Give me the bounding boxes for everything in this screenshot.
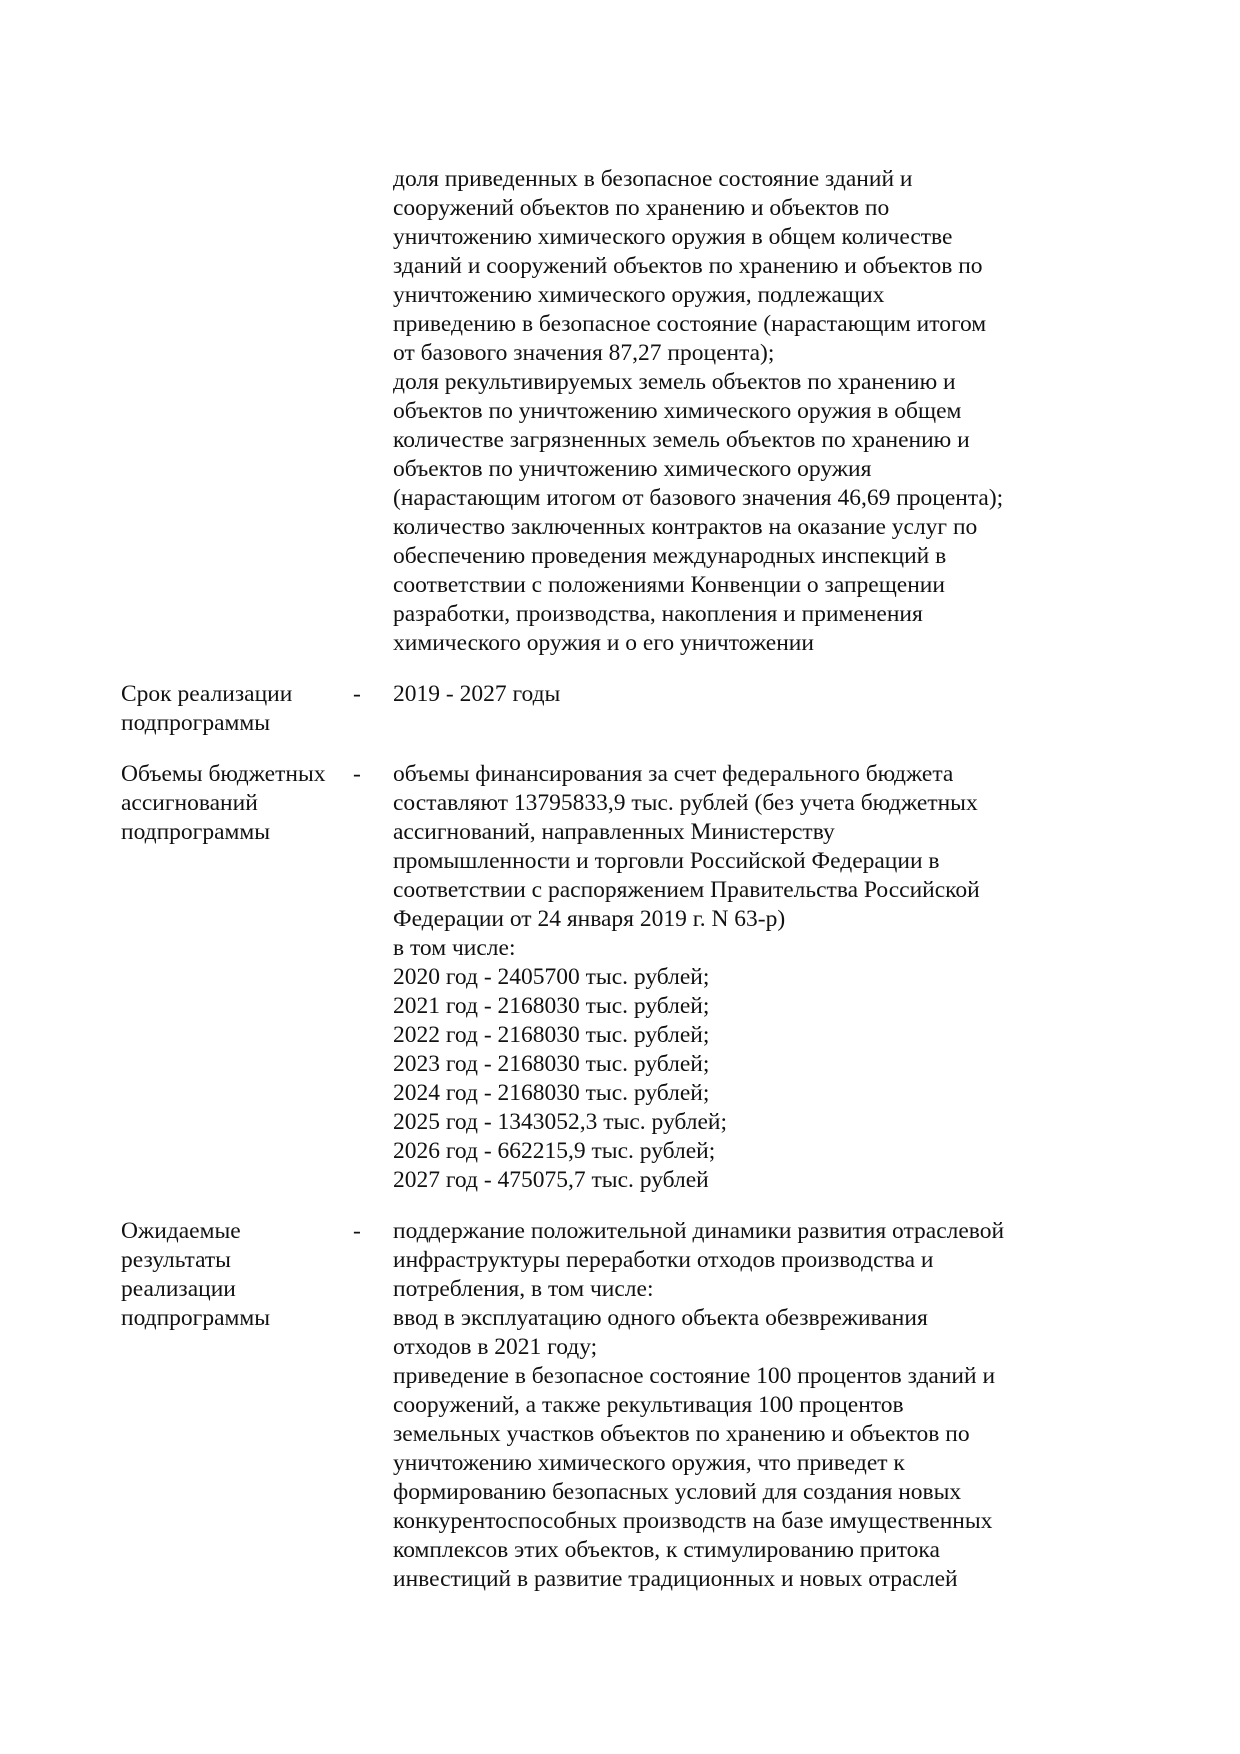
value-line: зданий и сооружений объектов по хранению и объектов по [393,253,983,279]
value-line: объектов по уничтожению химического оружия в общем [393,398,962,424]
value-line: конкурентоспособных производств на базе имущественных [393,1508,993,1534]
value-line: 2026 год - 662215,9 тыс. рублей; [393,1138,716,1164]
value-line: отходов в 2021 году; [393,1334,598,1360]
value-line: ассигнований, направленных Министерству [393,819,835,845]
value-line: доля приведенных в безопасное состояние зданий и [393,166,913,192]
row-value [393,760,1073,1195]
value-line: доля рекультивируемых земель объектов по хранению и [393,369,956,395]
value-line: инвестиций в развитие традиционных и новых отраслей [393,1566,958,1592]
row-label [121,680,353,738]
value-line: составляют 13795833,9 тыс. рублей (без учета бюджетных [393,790,978,816]
value-line: 2023 год - 2168030 тыс. рублей; [393,1051,710,1077]
label-line: Срок реализации [121,681,293,707]
row-label [121,165,353,658]
value-line: 2024 год - 2168030 тыс. рублей; [393,1080,710,1106]
value-line: комплексов этих объектов, к стимулированию притока [393,1537,940,1563]
row-value [393,680,1073,738]
label-line: Объемы бюджетных [121,761,326,787]
label-line: реализации [121,1276,236,1302]
value-line: земельных участков объектов по хранению и объектов по [393,1421,970,1447]
label-line: подпрограммы [121,710,271,736]
value-line: 2022 год - 2168030 тыс. рублей; [393,1022,710,1048]
value-line: ввод в эксплуатацию одного объекта обезвреживания [393,1305,928,1331]
row-label [121,760,353,1195]
label-line: результаты [121,1247,231,1273]
value-line: формированию безопасных условий для создания новых [393,1479,962,1505]
row-dash: - [353,1218,361,1244]
label-line: Ожидаемые [121,1218,241,1244]
value-line: уничтожению химического оружия, что приведет к [393,1450,905,1476]
passport-row [0,165,1240,658]
value-line: объемы финансирования за счет федерального бюджета [393,761,954,787]
row-label [121,1217,353,1594]
value-line: сооружений объектов по хранению и объектов по [393,195,890,221]
passport-row [0,1217,1240,1594]
label-line: подпрограммы [121,1305,271,1331]
value-line: сооружений, а также рекультивация 100 процентов [393,1392,904,1418]
value-line: потребления, в том числе: [393,1276,654,1302]
value-line: объектов по уничтожению химического оружия [393,456,872,482]
value-line: 2019 - 2027 годы [393,681,561,707]
value-line: инфраструктуры переработки отходов производства и [393,1247,934,1273]
row-value [393,165,1073,658]
row-dash: - [353,761,361,787]
value-line: 2027 год - 475075,7 тыс. рублей [393,1167,709,1193]
value-line: количество заключенных контрактов на оказание услуг по [393,514,978,540]
value-line: Федерации от 24 января 2019 г. N 63-р) [393,906,786,932]
value-line: приведению в безопасное состояние (нарастающим итогом [393,311,987,337]
label-line: подпрограммы [121,819,271,845]
value-line: химического оружия и о его уничтожении [393,630,814,656]
value-line: соответствии с положениями Конвенции о запрещении [393,572,945,598]
row-dash: - [353,681,361,707]
row-value [393,1217,1073,1594]
row-dash [353,165,393,658]
value-line: поддержание положительной динамики развития отраслевой [393,1218,1005,1244]
label-line: ассигнований [121,790,258,816]
passport-row [0,680,1240,738]
value-line: количестве загрязненных земель объектов по хранению и [393,427,970,453]
value-line: соответствии с распоряжением Правительства Российской [393,877,980,903]
value-line: уничтожению химического оружия, подлежащих [393,282,885,308]
document-page [0,165,1240,1616]
value-line: приведение в безопасное состояние 100 процентов зданий и [393,1363,996,1389]
value-line: обеспечению проведения международных инспекций в [393,543,947,569]
value-line: (нарастающим итогом от базового значения 46,69 процента); [393,485,1004,511]
value-line: уничтожению химического оружия в общем количестве [393,224,953,250]
passport-row [0,760,1240,1195]
value-line: 2025 год - 1343052,3 тыс. рублей; [393,1109,728,1135]
value-line: от базового значения 87,27 процента); [393,340,775,366]
value-line: промышленности и торговли Российской Федерации в [393,848,940,874]
value-line: 2021 год - 2168030 тыс. рублей; [393,993,710,1019]
value-line: в том числе: [393,935,516,961]
value-line: 2020 год - 2405700 тыс. рублей; [393,964,710,990]
value-line: разработки, производства, накопления и применения [393,601,923,627]
